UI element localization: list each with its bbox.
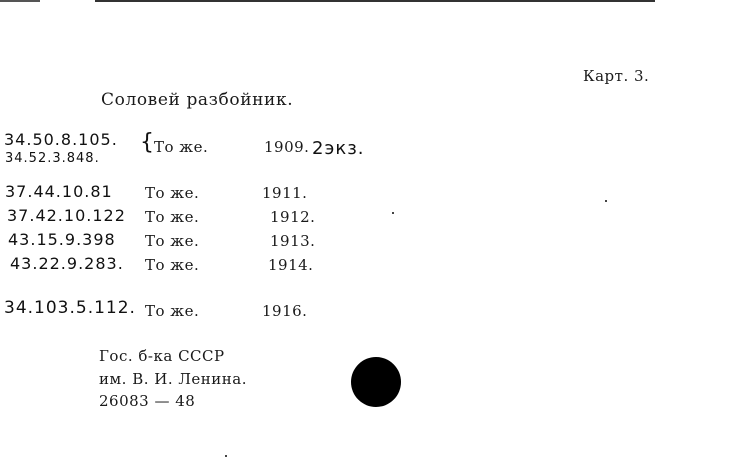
call-number: 43.22.9.283.: [10, 254, 124, 273]
entry-text: То же.: [145, 232, 200, 250]
entry-year: 1909.: [264, 138, 310, 156]
stamp-line-name: им. В. И. Ленина.: [99, 370, 247, 388]
speck: [392, 212, 394, 214]
entry-text: То же.: [145, 302, 200, 320]
entry-year: 1912.: [270, 208, 316, 226]
entry-year: 1911.: [262, 184, 308, 202]
copies-note: 2экз.: [312, 138, 365, 159]
speck: [225, 455, 227, 457]
speck: [605, 200, 607, 202]
top-edge-left: [0, 0, 40, 2]
entry-year: 1916.: [262, 302, 308, 320]
call-number: 34.50.8.105.: [4, 130, 118, 149]
call-number: 37.42.10.122: [7, 206, 126, 225]
call-number: 43.15.9.398: [8, 230, 116, 249]
card-title: Соловей разбойник.: [101, 90, 294, 110]
stamp-line-library: Гос. б-ка СССР: [99, 347, 225, 365]
top-edge: [95, 0, 655, 2]
call-number: 37.44.10.81: [5, 182, 113, 201]
entry-text: То же.: [145, 208, 200, 226]
entry-year: 1914.: [268, 256, 314, 274]
punch-hole: [351, 357, 401, 407]
entry-text: То же.: [145, 256, 200, 274]
call-number: 34.103.5.112.: [4, 298, 136, 318]
card-number: Карт. 3.: [583, 67, 650, 85]
entry-year: 1913.: [270, 232, 316, 250]
stamp-line-number: 26083 — 48: [99, 392, 196, 410]
bracket-mark: {: [140, 130, 155, 155]
entry-text: То же.: [145, 184, 200, 202]
call-number-secondary: 34.52.3.848.: [5, 151, 100, 166]
entry-text: То же.: [154, 138, 209, 156]
